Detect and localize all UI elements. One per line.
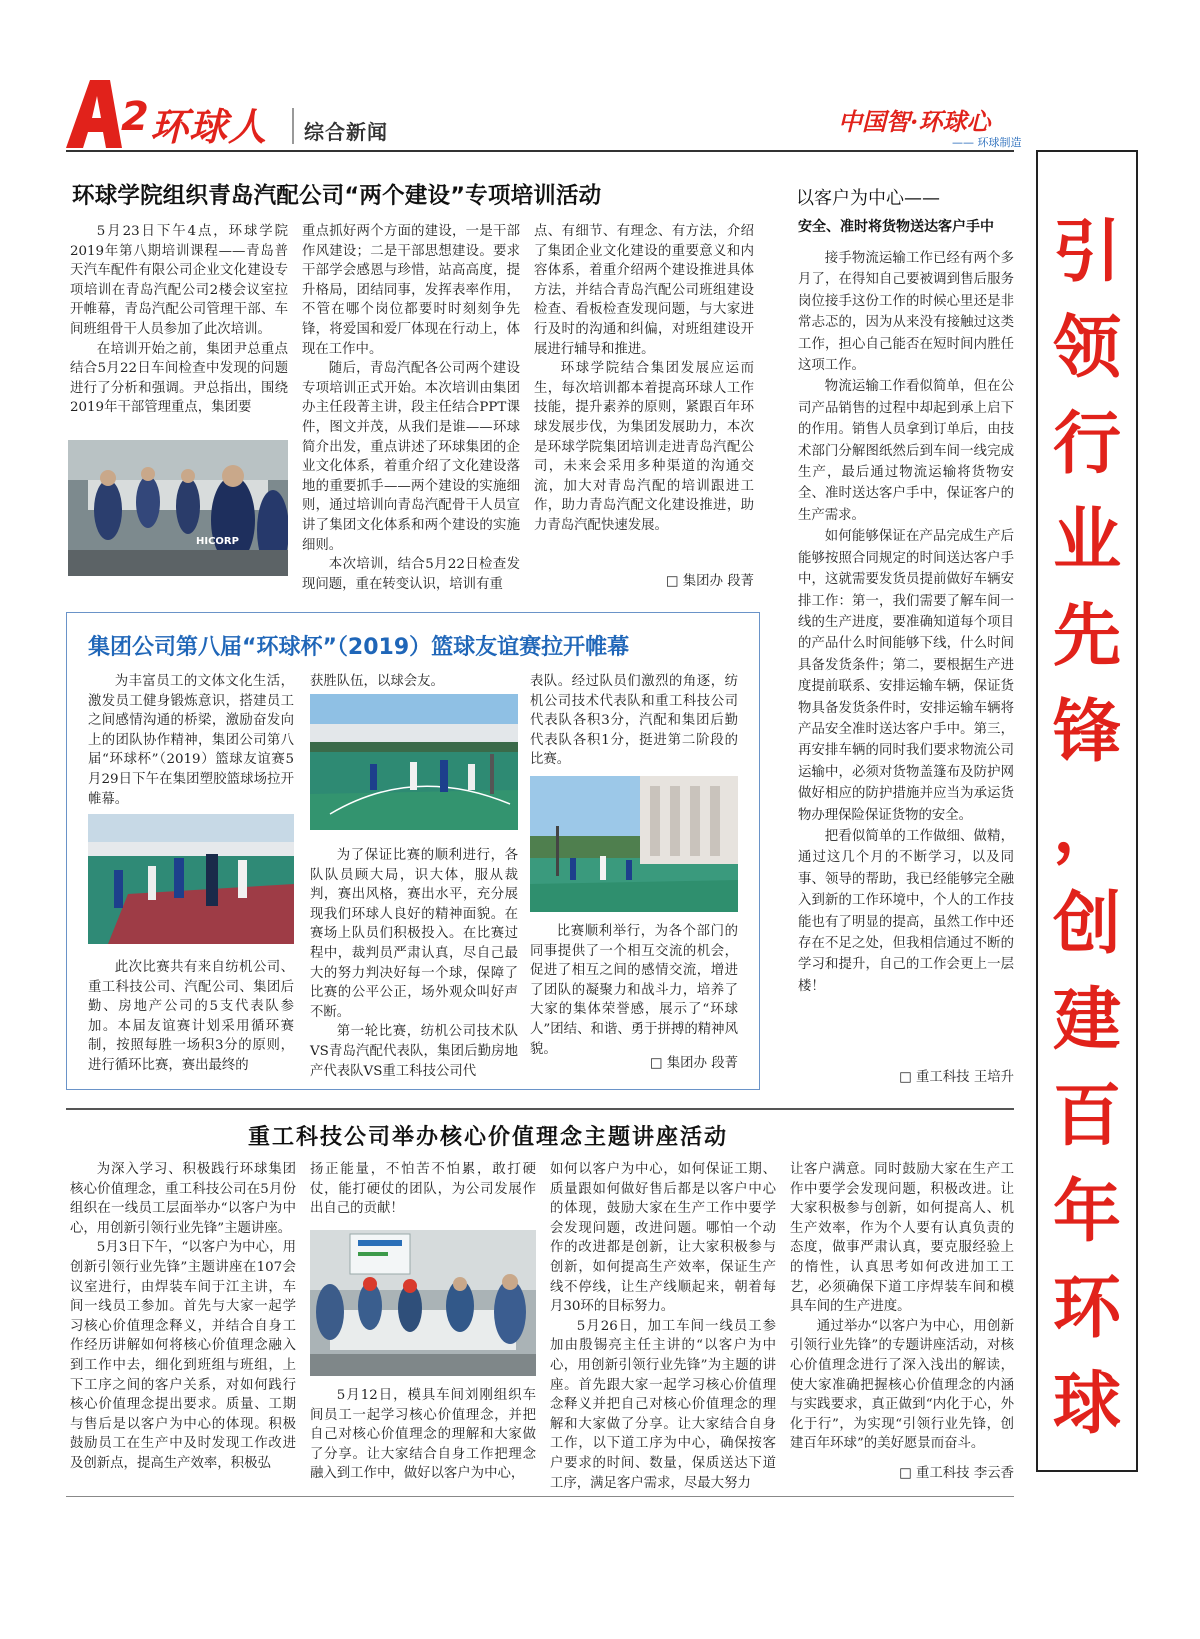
article1-col1-paragraph: 5月23日下午4点，环球学院2019年第八期培训课程——青岛普天汽车配件有限公司企业文化建设专项培训在青岛汽配公司2楼会议室拉开帷幕，青岛汽配公司管理干部、车间班组骨干人员参加了此次培训。 <box>70 224 288 337</box>
training-photo <box>68 440 288 576</box>
banner-char: 引 <box>1052 212 1121 292</box>
bottom-rule <box>66 1496 1014 1497</box>
article4-col1-paragraph: 5月3日下午，“以客户为中心，用创新引领行业先锋”主题讲座在107会议室进行，由焊装车间于江主讲，车间一线员工参加。首先与大家一起学习核心价值理念释义，并结合自身工作经历讲解如何将核心价值理念融入到工作中去，细化到班组与班组，上下工序之间的客户关系，对如何践行核心价值理念提出要求。质量、工期与售后是以客户为中心的体现。积极鼓励员工在生产中及时发现工作改进及创新点，提高生产效率，积极弘 <box>70 1240 296 1471</box>
page-number-digit: 2 <box>121 94 149 140</box>
page-code-graphic <box>66 78 150 150</box>
article3-paragraph: 接手物流运输工作已经有两个多月了，在得知自己要被调到售后服务岗位接手这份工作的时候心里还是非常忐忑的，因为从来没有接触过这类工作，担心自己能否在短时间内胜任这项工作。 <box>798 251 1014 374</box>
article4-col2b-paragraph: 5月12日，模具车间刘刚组织车间员工一起学习核心价值理念，并把自己对核心价值理念的理解和大家做了分享。让大家结合自身工作把理念融入到工作中，做好以客户为中心， <box>310 1388 536 1482</box>
article4-col1-paragraph: 为深入学习、积极践行环球集团核心价值理念，重工科技公司在5月份组织在一线员工层面举办“以客户为中心，用创新引领行业先锋”主题讲座。 <box>70 1162 296 1236</box>
article3-body <box>798 248 1014 997</box>
article4-title: 重工科技公司举办核心价值理念主题讲座活动 <box>248 1125 729 1150</box>
banner-char: 环 <box>1052 1268 1121 1348</box>
article2-title: 集团公司第八届“环球杯”（2019）篮球友谊赛拉开帷幕 <box>88 635 630 660</box>
article4-col4-paragraph: 通过举办“以客户为中心，用创新引领行业先锋”的专题讲座活动，对核心价值理念进行了深入浅出的解读，使大家准确把握核心价值理念的内涵与实践要求，真正做到“内化于心，外化于行”，为实现“引领行业先锋，创建百年环球”的美好愿景而奋斗。 <box>790 1318 1014 1452</box>
article2-col3b <box>530 922 738 1059</box>
article4-col3 <box>550 1160 776 1493</box>
banner-char: 行 <box>1052 404 1121 484</box>
article4-signature: □ 重工科技 李云香 <box>899 1466 1014 1481</box>
article3-paragraph: 如何能够保证在产品完成生产后能够按照合同规定的时间送达客户手中，这就需要发货员提前做好车辆安排工作：第一，我们需要了解车间一线的生产进度，要准确知道每个项目的产品什么时间能够下线，什么时间具备发货条件；第二，要根据生产进度提前联系、安排运输车辆，保证货物具备发货条件时，安排运输车辆将产品安全准时送达客户手中。第三，再安排车辆的同时我们要求物流公司运输中，必须对货物盖篷布及防护网做好相应的防护措施并应当为承运货物办理保险保证货物的安全。 <box>798 529 1014 823</box>
article1-col2-paragraph: 重点抓好两个方面的建设，一是干部作风建设；二是干部思想建设。要求干部学会感恩与珍惜，站高高度，提升格局，团结同事，发挥表率作用，不管在哪个岗位都要时时刻刻争先锋，将爱国和爱厂体现在行动上，体现在工作中。 <box>302 224 520 357</box>
article3-heading: 以客户为中心—— <box>796 188 940 209</box>
article2-col2b-paragraph: 为了保证比赛的顺利进行，各队队员顾大局，识大体，服从裁判，赛出风格，赛出水平，充分展现我们环球人良好的精神面貌。在赛场上队员们积极投入。在比赛过程中，裁判员严肃认真，尽自己最大的努力判决好每一个球，保障了比赛的公平公正，场外观众叫好声不断。 <box>310 848 518 1020</box>
article4-col2b <box>310 1386 536 1484</box>
section-rule <box>66 1108 1014 1110</box>
banner-char: 业 <box>1052 500 1121 580</box>
article1-col3-paragraph: 环球学院结合集团发展应运而生，每次培训都本着提高环球人工作技能，提升素养的原则，紧跟百年环球发展步伐，为集团发展助力，本次是环球学院集团培训走进青岛汽配公司，未来会采用多种渠道的沟通交流，加大对青岛汽配的培训跟进工作，助力青岛汽配文化建设推进，助力青岛汽配快速发展。 <box>534 361 754 533</box>
slogan: 中国智·环球心 <box>838 107 991 136</box>
article4-col3-paragraph: 5月26日，加工车间一线员工参加由殷锡亮主任主讲的“以客户为中心，用创新引领行业先锋”为主题的讲座。首先跟大家一起学习核心价值理念释义并把自己对核心价值理念的理解和大家做了分享。让大家结合自身工作，以下道工序为中心，确保按客户要求的时间、数量，保质送达下道工序，满足客户需求，尽最大努力 <box>550 1318 776 1491</box>
article4-col4-paragraph: 让客户满意。同时鼓励大家在生产工作中要学会发现问题，积极改进。让大家积极参与创新，如何提高人、机生产效率，作为个人要有认真负责的态度，做事严肃认真，要克服经验上的惰性，认真思考如何改进加工工艺，必须确保下道工序焊装车间和模具车间的生产进度。 <box>790 1162 1014 1315</box>
banner-char: 领 <box>1052 308 1121 388</box>
article3-subheading: 安全、准时将货物送达客户手中 <box>798 219 994 235</box>
article1-col1 <box>70 222 288 418</box>
article1-col1-paragraph: 在培训开始之前，集团尹总重点结合5月22日车间检查中发现的问题进行了分析和强调。尹总指出，围绕2019年干部管理重点，集团要 <box>70 341 288 416</box>
article2-col3a-text: 表队。经过队员们激烈的角逐，纺机公司技术代表队和重工科技公司代表队各积3分，汽配和集团后勤代表队各积1分，挺进第二阶段的比赛。 <box>530 674 738 768</box>
side-banner <box>1036 150 1138 1472</box>
banner-char: 先 <box>1052 596 1121 676</box>
article1-col2 <box>302 222 520 594</box>
article1-col2-paragraph: 本次培训，结合5月22日检查发现问题，重在转变认识，培训有重 <box>302 557 520 592</box>
banner-char: ， <box>1052 788 1121 868</box>
article2-signature: □ 集团办 段菁 <box>649 1056 738 1071</box>
article2-col2a-text: 获胜队伍，以球会友。 <box>310 674 444 689</box>
article2-col2b <box>310 846 518 1081</box>
article4-col2a-text: 扬正能量，不怕苦不怕累，敢打硬仗，能打硬仗的团队，为公司发展作出自己的贡献！ <box>310 1162 536 1217</box>
article4-col2a <box>310 1160 536 1219</box>
article4-col3-paragraph: 如何以客户为中心，如何保证工期、质量跟如何做好售后都是以客户中心的体现，鼓励大家在生产工作中要学会发现问题，改进问题。哪怕一个动作的改进都是创新，让大家积极参与创新，如何提高生产效率，保证生产线不停线，让生产线顺起来，朝着每月30环的目标努力。 <box>550 1162 776 1315</box>
article2-col1a-paragraph: 为丰富员工的文体文化生活，激发员工健身锻炼意识，搭建员工之间感情沟通的桥梁，激励奋发向上的团队协作精神，集团公司第八届“环球杯”（2019）篮球友谊赛5月29日下午在集团塑胶篮球场拉开帷幕。 <box>88 674 294 807</box>
banner-text <box>1038 204 1136 1452</box>
banner-char: 建 <box>1052 980 1121 1060</box>
article1-col2-paragraph: 随后，青岛汽配各公司两个建设专项培训正式开始。本次培训由集团办主任段菁主讲，段主任结合PPT课件，图文并茂，从我们是谁——环球简介出发，重点讲述了环球集团的企业文化体系，着重介绍了文化建设落地的重要抓手——两个建设的实施细则，通过培训向青岛汽配骨干人员宣讲了集团文化体系和两个建设的实施细则。 <box>302 361 520 553</box>
lecture-photo <box>310 1230 536 1376</box>
brand-name: 环球人 <box>150 105 268 149</box>
article3-paragraph: 物流运输工作看似简单，但在公司产品销售的过程中却起到承上启下的作用。销售人员拿到订单后，由技术部门分解图纸然后到车间一线完成生产，最后通过物流运输将货物安全、准时送达客户手中，保证客户的生产需求。 <box>798 379 1014 523</box>
article4-col1 <box>70 1160 296 1474</box>
article1-col3 <box>534 222 754 536</box>
article2-col1a <box>88 672 294 809</box>
article3-signature: □ 重工科技 王培升 <box>899 1070 1014 1085</box>
banner-char: 年 <box>1052 1172 1121 1252</box>
section-name: 综合新闻 <box>304 120 388 144</box>
banner-char: 百 <box>1052 1076 1121 1156</box>
article2-col1b <box>88 958 294 1076</box>
basketball-photo-1 <box>88 814 294 944</box>
basketball-photo-3 <box>530 776 738 912</box>
article1-col3-paragraph: 点、有细节、有理念、有方法，介绍了集团企业文化建设的重要意义和内容体系，着重介绍两个建设推进具体方法，并结合青岛汽配公司班组建设检查、看板检查发现问题，与大家进行及时的沟通和纠偏，对班组建设开展进行辅导和推进。 <box>534 224 754 357</box>
article4-col4 <box>790 1160 1014 1454</box>
article1-signature: □ 集团办 段菁 <box>665 574 754 589</box>
banner-char: 锋 <box>1052 692 1121 772</box>
page-code <box>66 78 150 150</box>
article2-col1b-paragraph: 此次比赛共有来自纺机公司、重工科技公司、汽配公司、集团后勤、房地产公司的5支代表队参加。本届友谊赛计划采用循环赛制，按照每胜一场积3分的原则，进行循环比赛，赛出最终的 <box>88 960 294 1073</box>
slogan-sub: —— 环球制造 <box>952 136 1022 149</box>
article2-col3a <box>530 672 738 770</box>
banner-char: 球 <box>1052 1364 1121 1444</box>
article2-col2a <box>310 672 516 692</box>
article1-title: 环球学院组织青岛汽配公司“两个建设”专项培训活动 <box>72 183 602 209</box>
article3-paragraph: 把看似简单的工作做细、做精，通过这几个月的不断学习，以及同事、领导的帮助，我已经能够完全融入到新的工作环境中，个人的工作技能也有了明显的提高，虽然工作中还存在不足之处，但我相信通过不断的学习和提升，自己的工作会更上一层楼！ <box>798 828 1014 994</box>
photo-logo-text: HICORP <box>196 536 239 547</box>
basketball-photo-2 <box>310 694 518 830</box>
masthead-separator <box>292 108 294 144</box>
article2-col2b-paragraph: 第一轮比赛，纺机公司技术队VS青岛汽配代表队，集团后勤房地产代表队VS重工科技公司代 <box>310 1024 518 1079</box>
masthead-rule <box>66 150 1014 152</box>
article2-col3b-paragraph: 比赛顺利举行，为各个部门的同事提供了一个相互交流的机会，促进了相互之间的感情交流，增进了团队的凝聚力和战斗力，培养了大家的集体荣誉感，展示了“环球人”团结、和谐、勇于拼搏的精神风貌。 <box>530 924 738 1057</box>
banner-char: 创 <box>1052 884 1121 964</box>
